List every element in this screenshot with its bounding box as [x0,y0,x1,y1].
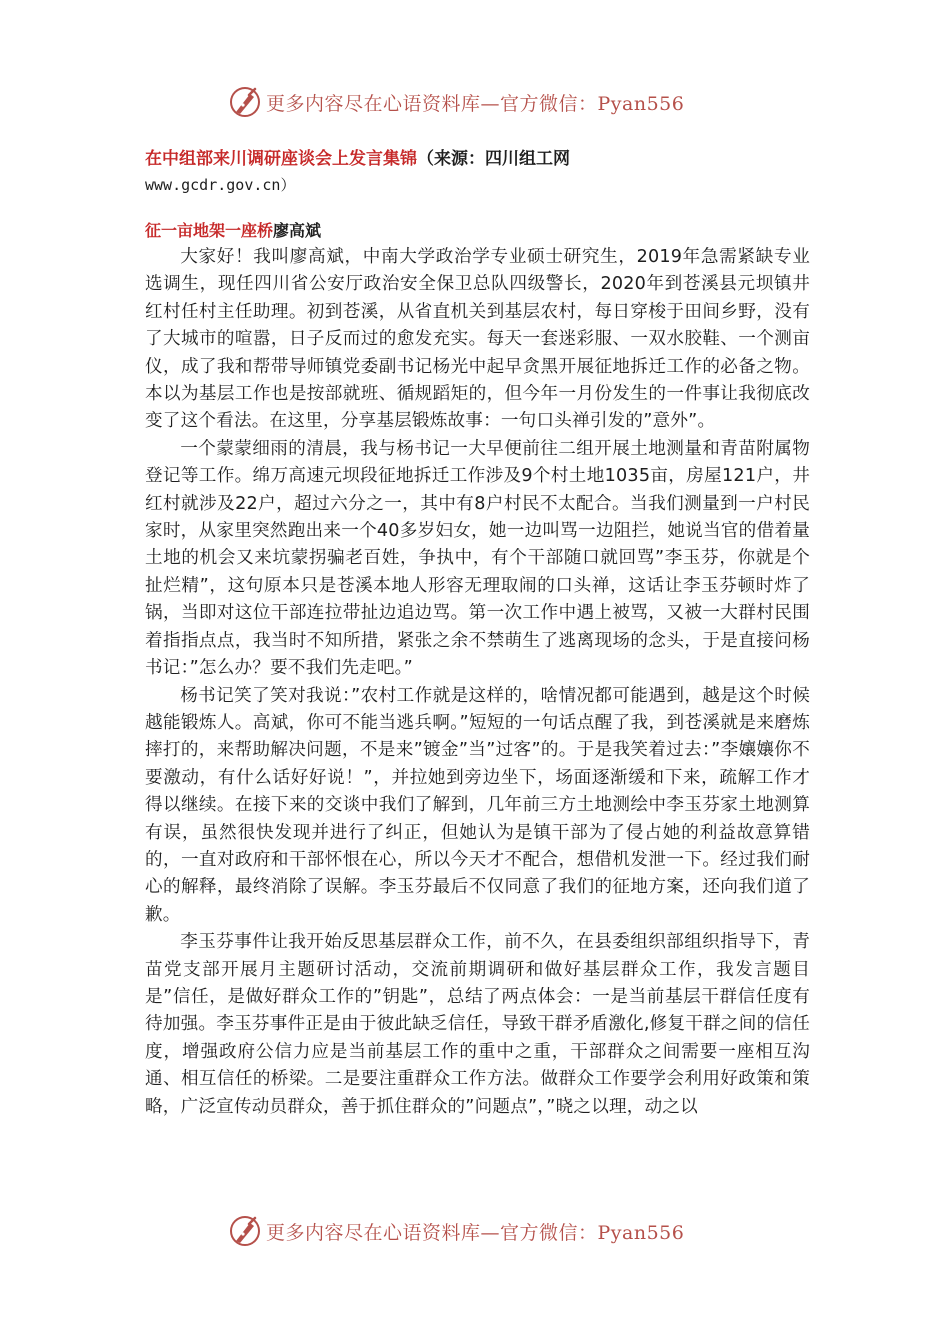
pen-nib-logo-icon [228,1214,262,1248]
source-url: www.gcdr.gov.cn） [145,176,296,194]
paragraph: 一个蒙蒙细雨的清晨，我与杨书记一大早便前往二组开展土地测量和青苗附属物登记等工作。绵万高速元坝段征地拆迁工作涉及9个村土地1035亩，房屋121户，井红村就涉及22户，超过六分之一，其中有8户村民不太配合。当我们测量到一户村民家时，从家里突然跑出来一个40多岁妇女，她一边叫骂一边阻拦，她说当官的借着量土地的机会又来坑蒙拐骗老百姓，争执中，有个干部随口就回骂”李玉芬，你就是个扯烂精”，这句原本只是苍溪本地人形容无理取闹的口头禅，这话让李玉芬顿时炸了锅，当即对这位干部连拉带扯边追边骂。第一次工作中遇上被骂，又被一大群村民围着指指点点，我当时不知所措，紧张之余不禁萌生了逃离现场的念头，于是直接问杨书记：”怎么办？要不我们先走吧。” [145,438,810,679]
footer-banner [228,1211,728,1251]
banner-text: 更多内容尽在心语资料库—官方微信：Pyan556 [266,1221,685,1244]
document-title: 在中组部来川调研座谈会上发言集锦 [145,149,417,169]
banner-text: 更多内容尽在心语资料库—官方微信：Pyan556 [266,92,685,115]
document-title-line [145,146,810,172]
section-title: 征一亩地架一座桥 [145,221,274,240]
paragraph: 大家好！我叫廖高斌，中南大学政治学专业硕士研究生，2019年急需紧缺专业选调生，现任四川省公安厅政治安全保卫总队四级警长，2020年到苍溪县元坝镇井红村任村主任助理。初到苍溪，从省直机关到基层农村，每日穿梭于田间乡野，没有了大城市的喧嚣，日子反而过的愈发充实。每天一套迷彩服、一双水胶鞋、一个测亩仪，成了我和帮带导师镇党委副书记杨光中起早贪黑开展征地拆迁工作的必备之物。本以为基层工作也是按部就班、循规蹈矩的，但今年一月份发生的一件事让我彻底改变了这个看法。在这里，分享基层锻炼故事：一句口头禅引发的”意外”。 [145,247,810,432]
paragraph: 杨书记笑了笑对我说：”农村工作就是这样的，啥情况都可能遇到，越是这个时候越能锻炼人。高斌，你可不能当逃兵啊。”短短的一句话点醒了我，到苍溪就是来磨炼摔打的，来帮助解决问题，不是来”镀金”当”过客”的。于是我笑着过去：”李孃孃你不要激动，有什么话好好说！”，并拉她到旁边坐下，场面逐渐缓和下来，疏解工作才得以继续。在接下来的交谈中我们了解到，几年前三方土地测绘中李玉芬家土地测算有误，虽然很快发现并进行了纠正，但她认为是镇干部为了侵占她的利益故意算错的，一直对政府和干部怀恨在心，所以今天才不配合，想借机发泄一下。经过我们耐心的解释，最终消除了误解。李玉芬最后不仅同意了我们的征地方案，还向我们道了歉。 [145,685,810,925]
document-body [145,146,810,1121]
section-author: 廖高斌 [273,221,322,240]
header-banner [228,82,728,122]
source-prefix: （来源：四川组工网 [417,149,570,169]
paragraph: 李玉芬事件让我开始反思基层群众工作，前不久，在县委组织部组织指导下，青苗党支部开展月主题研讨活动，交流前期调研和做好基层群众工作，我发言题目是”信任，是做好群众工作的”钥匙”，总结了两点体会：一是当前基层干群信任度有待加强。李玉芬事件正是由于彼此缺乏信任，导致干群矛盾激化,修复干群之间的信任度，增强政府公信力应是当前基层工作的重中之重，干部群众之间需要一座相互沟通、相互信任的桥梁。二是要注重群众工作方法。做群众工作要学会利用好政策和策略，广泛宣传动员群众，善于抓住群众的”问题点”，”晓之以理，动之以 [145,932,810,1117]
section-heading [145,218,810,244]
pen-nib-logo-icon [228,85,262,119]
